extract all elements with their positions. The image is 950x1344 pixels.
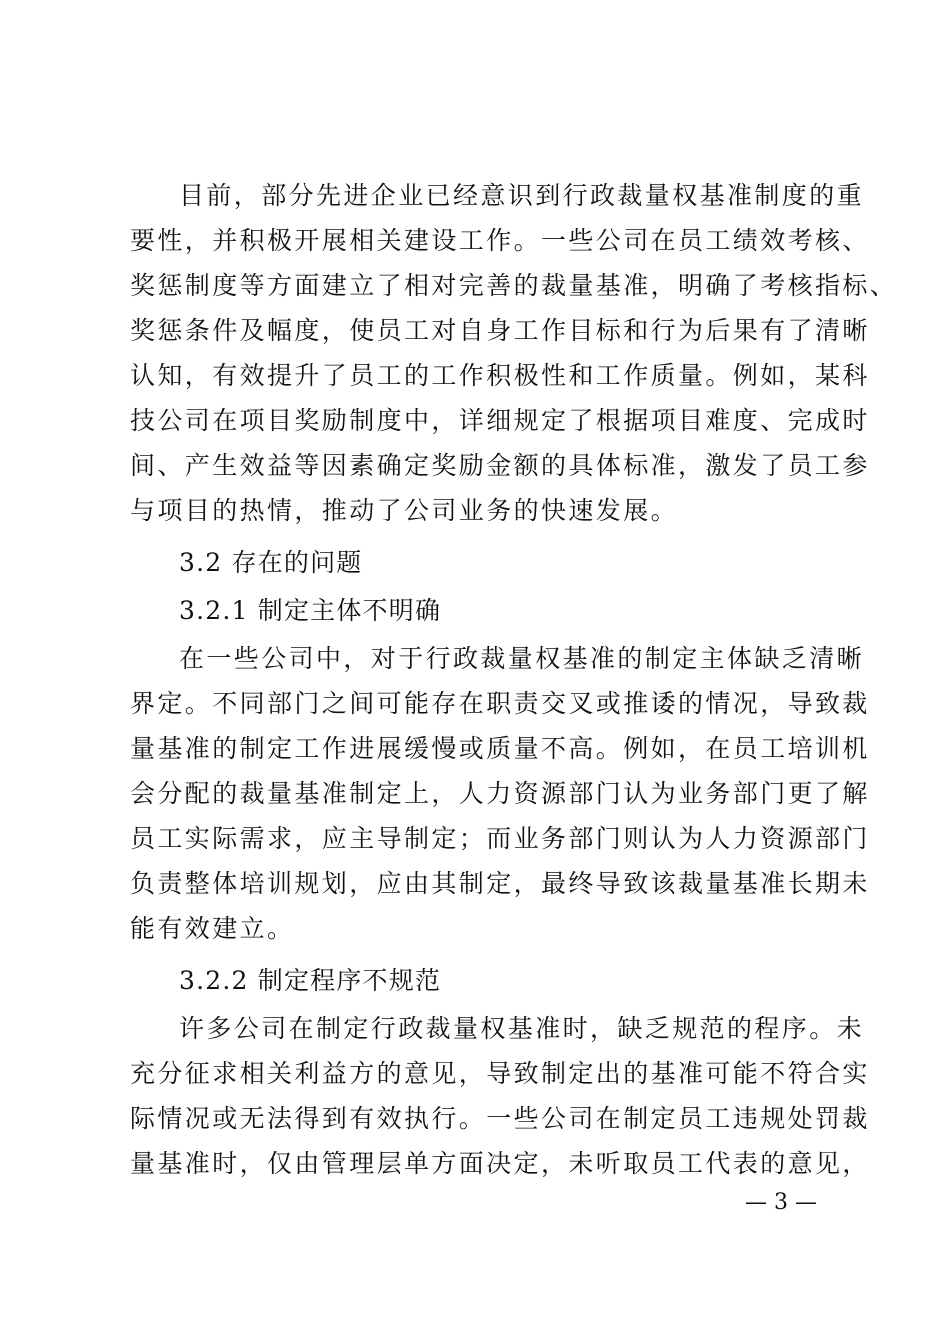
- paragraph-1-line-8: 与项目的热情，推动了公司业务的快速发展。: [130, 496, 679, 525]
- paragraph-3-line-3: 际情况或无法得到有效执行。一些公司在制定员工违规处罚裁: [130, 1104, 870, 1133]
- section-heading-3-2-2: 3.2.2 制定程序不规范: [179, 966, 442, 995]
- paragraph-2-line-5: 员工实际需求，应主导制定；而业务部门则认为人力资源部门: [130, 824, 870, 853]
- page-number: — 3 —: [745, 1190, 817, 1215]
- paragraph-2-line-4: 会分配的裁量基准制定上，人力资源部门认为业务部门更了解: [130, 779, 870, 808]
- paragraph-2-line-3: 量基准的制定工作进展缓慢或质量不高。例如，在员工培训机: [130, 734, 870, 763]
- paragraph-2-line-6: 负责整体培训规划，应由其制定，最终导致该裁量基准长期未: [130, 869, 870, 898]
- paragraph-1-line-6: 技公司在项目奖励制度中，详细规定了根据项目难度、完成时: [130, 406, 870, 435]
- section-heading-3-2: 3.2 存在的问题: [179, 548, 363, 577]
- paragraph-2-line-1: 在一些公司中，对于行政裁量权基准的制定主体缺乏清晰: [179, 644, 865, 673]
- section-heading-3-2-1: 3.2.1 制定主体不明确: [179, 596, 442, 625]
- paragraph-1-line-2: 要性，并积极开展相关建设工作。一些公司在员工绩效考核、: [130, 226, 870, 255]
- paragraph-1-line-7: 间、产生效益等因素确定奖励金额的具体标准，激发了员工参: [130, 451, 870, 480]
- paragraph-1-line-5: 认知，有效提升了员工的工作积极性和工作质量。例如，某科: [130, 361, 870, 390]
- paragraph-3-line-4: 量基准时，仅由管理层单方面决定，未听取员工代表的意见，: [130, 1149, 870, 1178]
- paragraph-3-line-2: 充分征求相关利益方的意见，导致制定出的基准可能不符合实: [130, 1059, 870, 1088]
- paragraph-1-line-4: 奖惩条件及幅度，使员工对自身工作目标和行为后果有了清晰: [130, 316, 870, 345]
- paragraph-2-line-7: 能有效建立。: [130, 914, 295, 943]
- paragraph-3-line-1: 许多公司在制定行政裁量权基准时，缺乏规范的程序。未: [179, 1014, 865, 1043]
- paragraph-1-line-1: 目前，部分先进企业已经意识到行政裁量权基准制度的重: [179, 181, 865, 210]
- paragraph-1-line-3: 奖惩制度等方面建立了相对完善的裁量基准，明确了考核指标、: [130, 271, 898, 300]
- paragraph-2-line-2: 界定。不同部门之间可能存在职责交叉或推诿的情况，导致裁: [130, 689, 870, 718]
